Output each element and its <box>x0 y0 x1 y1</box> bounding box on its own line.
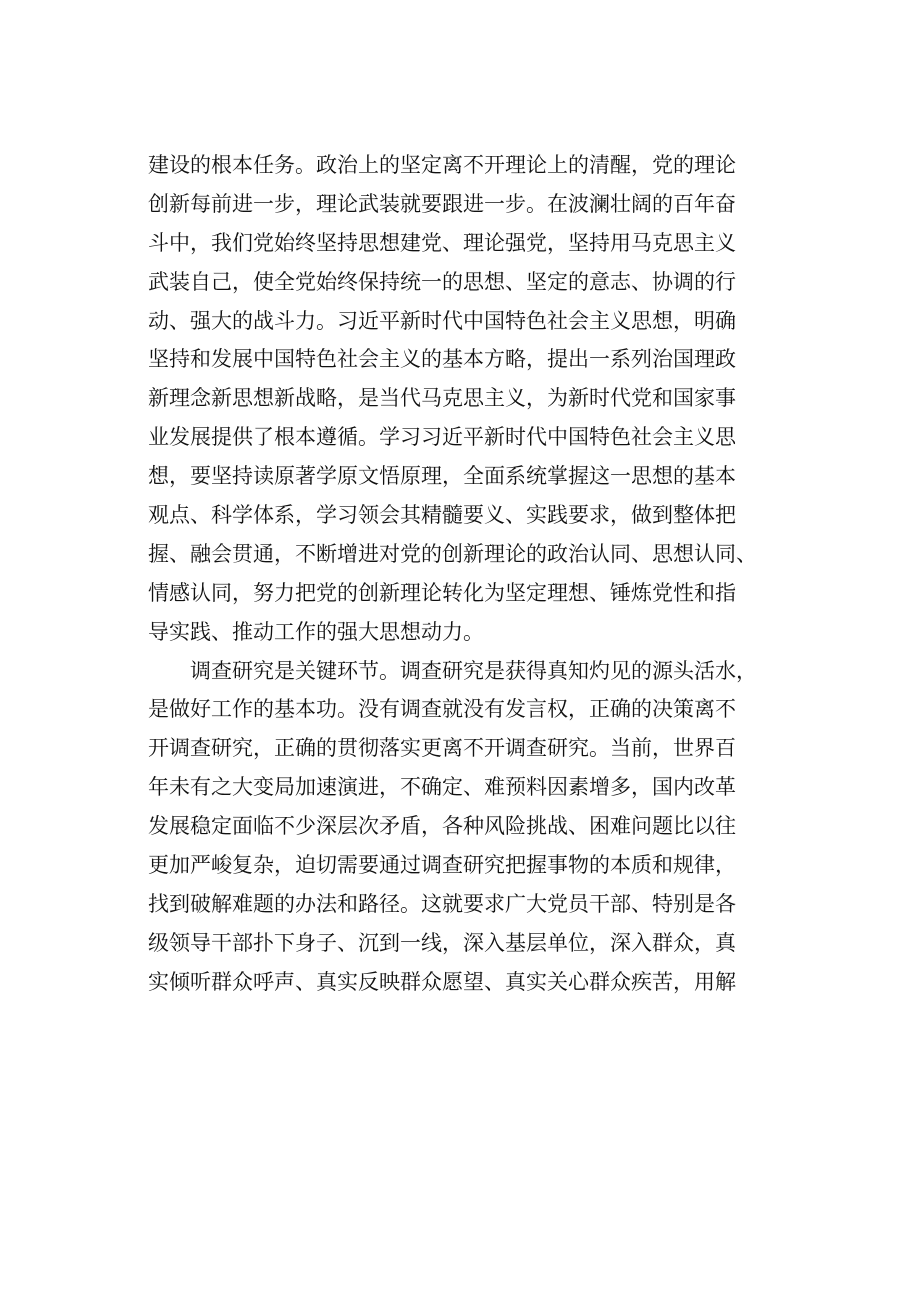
text-line: 更加严峻复杂，迫切需要通过调查研究把握事物的本质和规律， <box>148 853 736 878</box>
text-line: 找到破解难题的办法和路径。这就要求广大党员干部、特别是各 <box>148 891 736 916</box>
text-line: 导实践、推动工作的强大思想动力。 <box>148 619 484 644</box>
text-line: 实倾听群众呼声、真实反映群众愿望、真实关心群众疾苦，用解 <box>148 969 736 994</box>
text-line: 级领导干部扑下身子、沉到一线，深入基层单位，深入群众，真 <box>148 930 736 955</box>
text-line: 建设的根本任务。政治上的坚定离不开理论上的清醒，党的理论 <box>148 153 736 177</box>
text-line: 是做好工作的基本功。没有调查就没有发言权，正确的决策离不 <box>148 697 736 722</box>
text-line: 年未有之大变局加速演进，不确定、难预料因素增多，国内改革 <box>148 775 736 800</box>
text-line: 握、融会贯通，不断增进对党的创新理论的政治认同、思想认同、 <box>148 541 757 566</box>
text-line: 新理念新思想新战略，是当代马克思主义，为新时代党和国家事 <box>148 386 736 411</box>
text-line-first: 调查研究是关键环节。调查研究是获得真知灼见的源头活水， <box>190 658 757 683</box>
text-line: 斗中，我们党始终坚持思想建党、理论强党，坚持用马克思主义 <box>148 230 736 255</box>
text-line: 动、强大的战斗力。习近平新时代中国特色社会主义思想，明确 <box>148 308 736 333</box>
text-line: 武装自己，使全党始终保持统一的思想、坚定的意志、协调的行 <box>148 269 736 294</box>
paragraph-1 <box>148 146 808 652</box>
paragraph-2 <box>148 652 808 1002</box>
document-body <box>148 146 808 1002</box>
text-line: 想，要坚持读原著学原文悟原理，全面系统掌握这一思想的基本 <box>148 464 736 489</box>
text-line: 发展稳定面临不少深层次矛盾，各种风险挑战、困难问题比以往 <box>148 814 736 839</box>
text-line: 坚持和发展中国特色社会主义的基本方略，提出一系列治国理政 <box>148 347 736 372</box>
text-line: 观点、科学体系，学习领会其精髓要义、实践要求，做到整体把 <box>148 503 736 528</box>
text-line: 开调查研究，正确的贯彻落实更离不开调查研究。当前，世界百 <box>148 736 736 761</box>
text-line: 情感认同，努力把党的创新理论转化为坚定理想、锤炼党性和指 <box>148 580 736 605</box>
text-line: 创新每前进一步，理论武装就要跟进一步。在波澜壮阔的百年奋 <box>148 191 736 216</box>
text-line: 业发展提供了根本遵循。学习习近平新时代中国特色社会主义思 <box>148 425 736 450</box>
